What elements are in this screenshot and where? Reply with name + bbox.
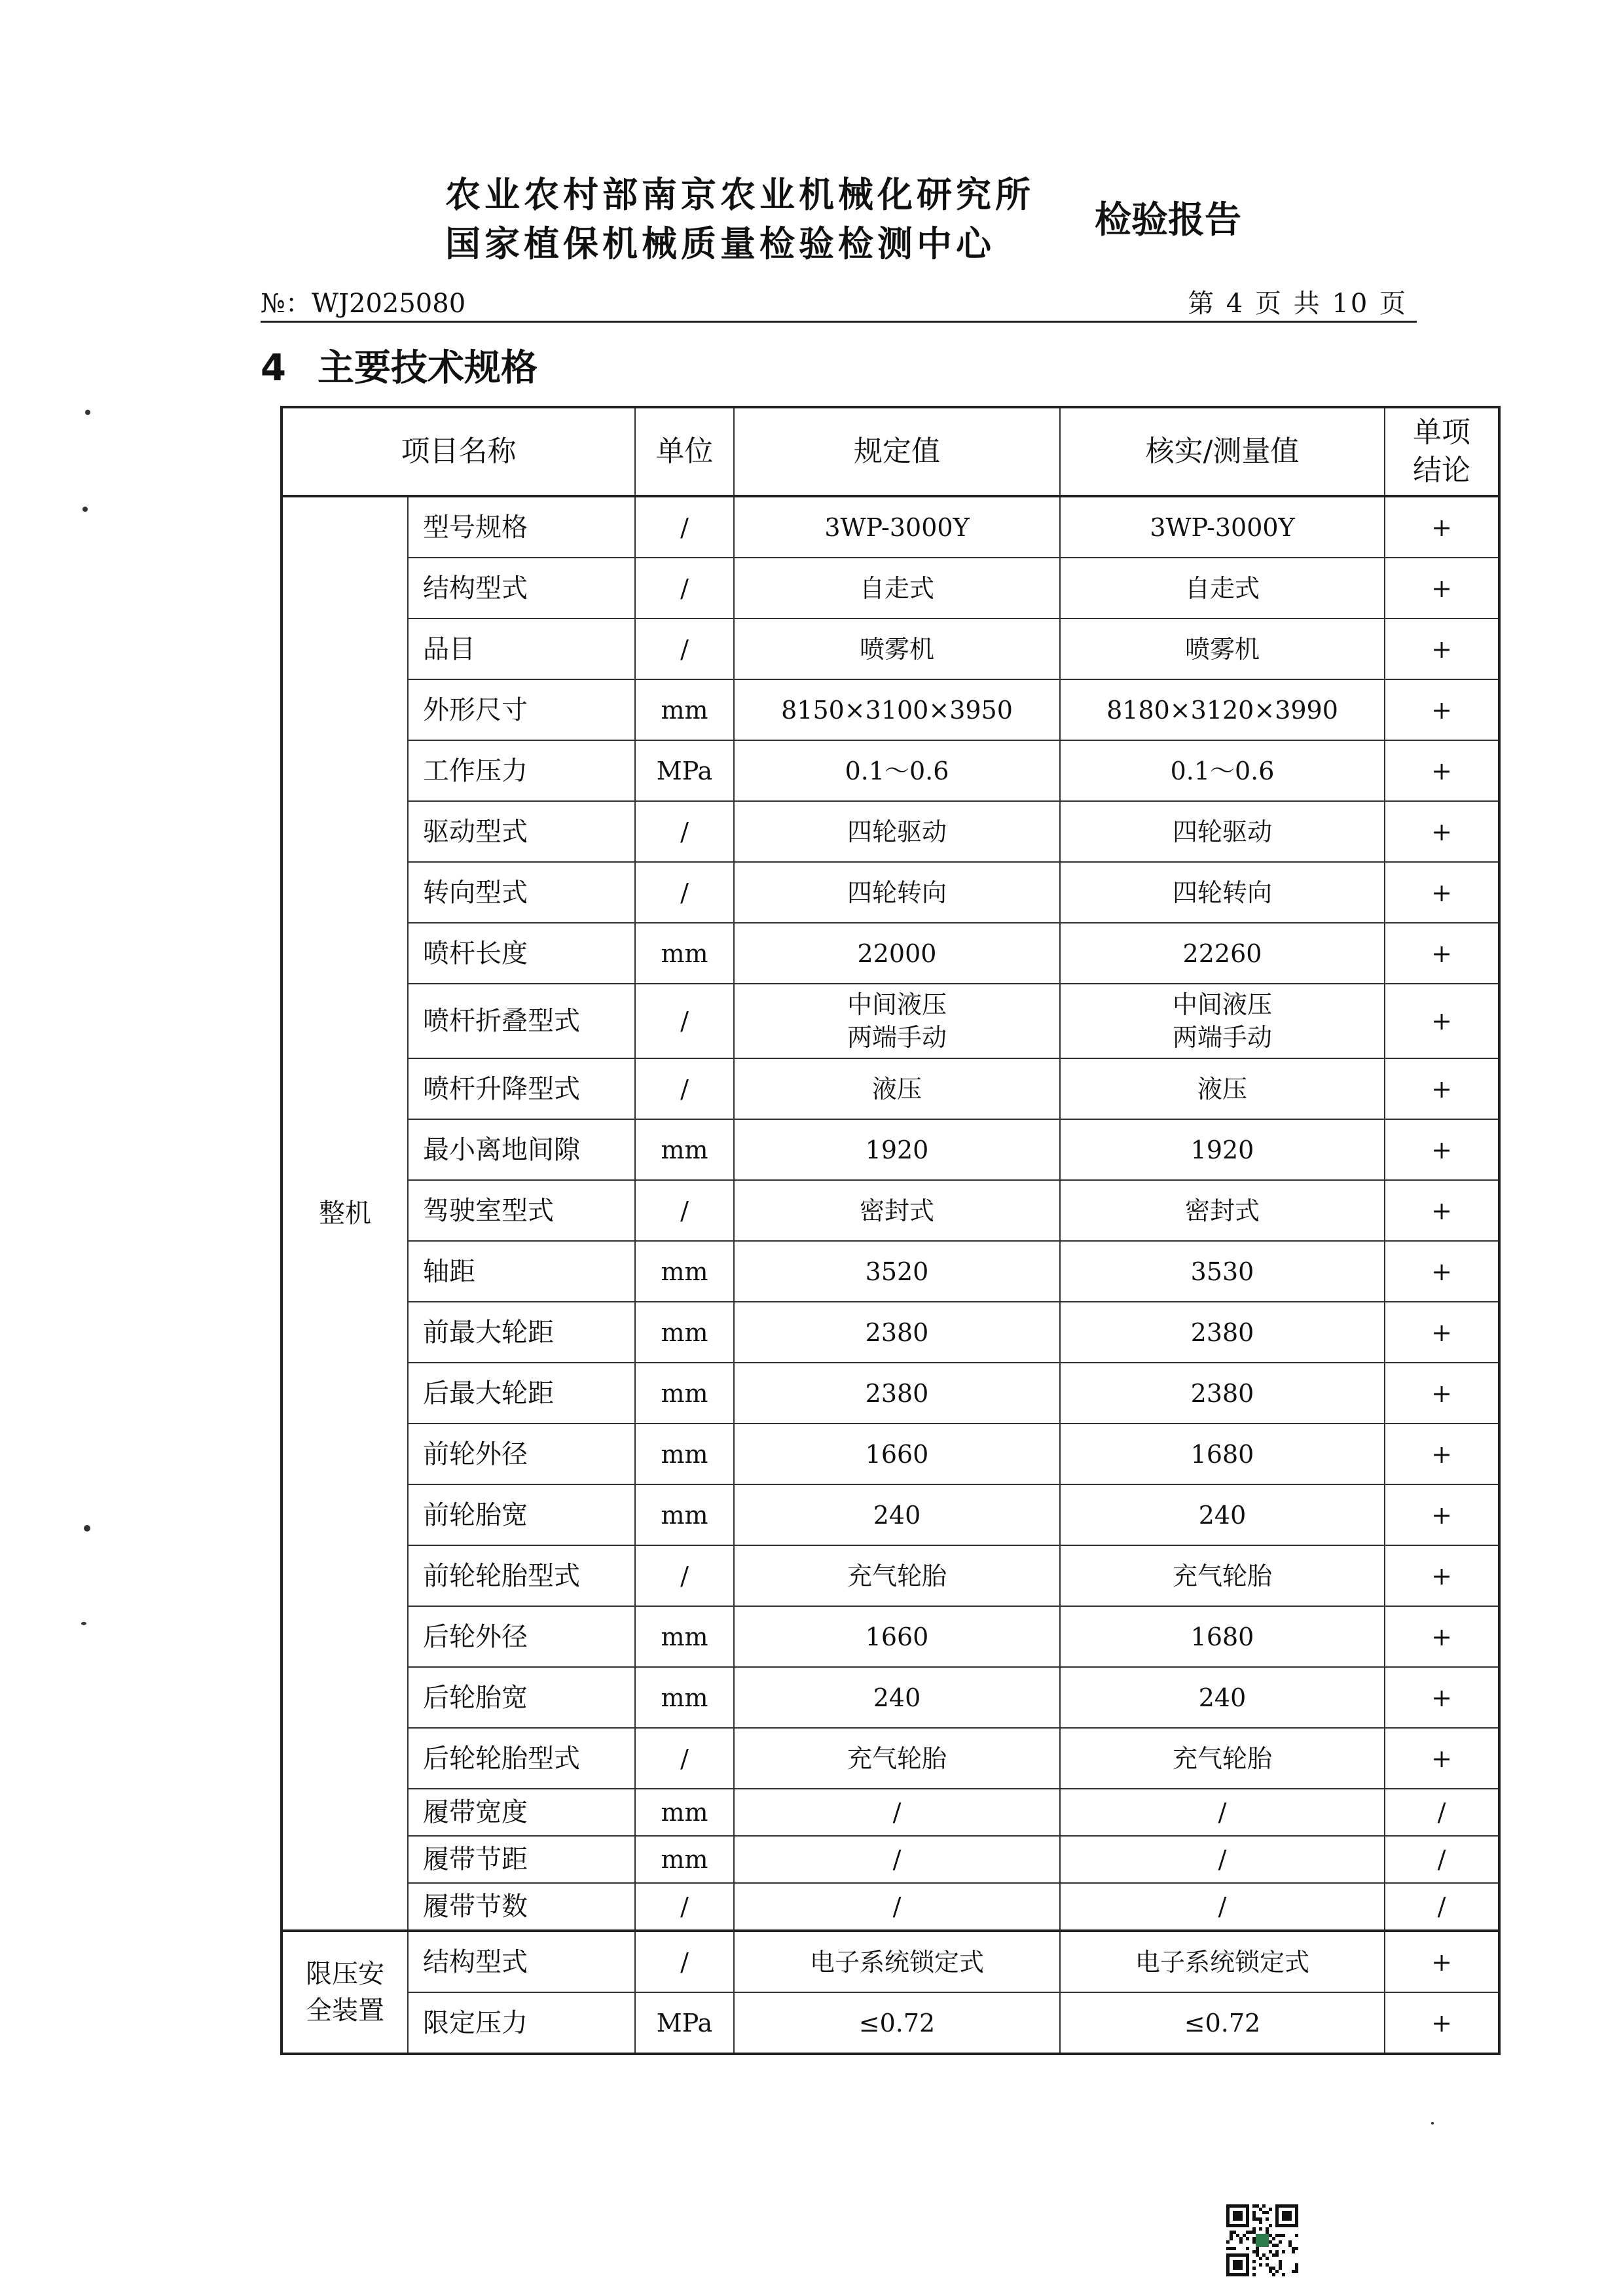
cell-measured: 电子系统锁定式 <box>1060 1931 1385 1992</box>
cell-spec: 自走式 <box>734 558 1060 619</box>
cell-unit: / <box>635 1058 734 1119</box>
cell-measured: 充气轮胎 <box>1060 1545 1385 1606</box>
table-row <box>282 1728 1499 1789</box>
cell-spec: 充气轮胎 <box>734 1545 1060 1606</box>
cell-unit: MPa <box>635 1992 734 2054</box>
table-row <box>282 619 1499 679</box>
cell-measured: 8180×3120×3990 <box>1060 679 1385 740</box>
cell-spec: 1660 <box>734 1606 1060 1667</box>
table-row <box>282 1302 1499 1363</box>
cell-spec: 22000 <box>734 923 1060 984</box>
report-number: №：WJ2025080 <box>261 289 466 319</box>
table-row <box>282 740 1499 801</box>
cell-result: + <box>1385 1667 1499 1728</box>
table-row <box>282 1883 1499 1931</box>
table-row <box>282 1363 1499 1424</box>
cell-spec: 8150×3100×3950 <box>734 679 1060 740</box>
cell-item-name: 喷杆升降型式 <box>408 1058 635 1119</box>
table-row <box>282 862 1499 923</box>
cell-unit: mm <box>635 679 734 740</box>
cell-item-name: 喷杆长度 <box>408 923 635 984</box>
cell-unit: mm <box>635 1484 734 1545</box>
cell-unit: mm <box>635 1119 734 1180</box>
cell-unit: / <box>635 801 734 862</box>
cell-spec: / <box>734 1789 1060 1836</box>
cell-measured: 1680 <box>1060 1424 1385 1484</box>
cell-item-name: 转向型式 <box>408 862 635 923</box>
cell-item-name: 后轮外径 <box>408 1606 635 1667</box>
cell-unit: / <box>635 862 734 923</box>
cell-spec: 240 <box>734 1484 1060 1545</box>
margin-dot <box>1431 2122 1434 2125</box>
margin-dot <box>82 507 88 512</box>
table-row <box>282 1119 1499 1180</box>
cell-spec: 2380 <box>734 1302 1060 1363</box>
cell-spec: 密封式 <box>734 1180 1060 1241</box>
org-name-line2: 国家植保机械质量检验检测中心 <box>445 223 995 264</box>
spec-table <box>280 406 1501 2055</box>
cell-measured: 3530 <box>1060 1241 1385 1302</box>
cell-item-name: 工作压力 <box>408 740 635 801</box>
cell-spec: 喷雾机 <box>734 619 1060 679</box>
page-info: 第 4 页 共 10 页 <box>1188 289 1408 319</box>
cell-result: + <box>1385 984 1499 1058</box>
cell-unit: mm <box>635 1241 734 1302</box>
cell-unit: / <box>635 984 734 1058</box>
cell-unit: mm <box>635 1424 734 1484</box>
cell-spec: 液压 <box>734 1058 1060 1119</box>
cell-result: + <box>1385 801 1499 862</box>
table-row <box>282 496 1499 558</box>
cell-measured: / <box>1060 1789 1385 1836</box>
table-row <box>282 679 1499 740</box>
cell-spec: 1920 <box>734 1119 1060 1180</box>
cell-result: + <box>1385 1931 1499 1992</box>
margin-dot <box>84 1525 90 1532</box>
table-row <box>282 1789 1499 1836</box>
cell-result: + <box>1385 1302 1499 1363</box>
cell-spec: 3520 <box>734 1241 1060 1302</box>
cell-spec: 2380 <box>734 1363 1060 1424</box>
table-row <box>282 1667 1499 1728</box>
cell-item-name: 品目 <box>408 619 635 679</box>
cell-result: + <box>1385 862 1499 923</box>
cell-spec: / <box>734 1836 1060 1883</box>
cell-unit: / <box>635 1931 734 1992</box>
table-row <box>282 1484 1499 1545</box>
header-spec: 规定值 <box>734 407 1060 496</box>
cell-result: + <box>1385 1424 1499 1484</box>
cell-result: + <box>1385 1363 1499 1424</box>
group-name-line2: 全装置 <box>306 1996 384 2026</box>
header-conclusion <box>1385 407 1499 496</box>
cell-unit: mm <box>635 1606 734 1667</box>
cell-measured: ≤0.72 <box>1060 1992 1385 2054</box>
table-row <box>282 1424 1499 1484</box>
cell-item-name: 驾驶室型式 <box>408 1180 635 1241</box>
cell-result: + <box>1385 1992 1499 2054</box>
cell-unit: MPa <box>635 740 734 801</box>
cell-unit: / <box>635 1180 734 1241</box>
table-row <box>282 984 1499 1058</box>
table-row <box>282 923 1499 984</box>
cell-item-name: 前轮轮胎型式 <box>408 1545 635 1606</box>
header-conclusion-line2: 结论 <box>1413 454 1470 487</box>
cell-result: + <box>1385 1728 1499 1789</box>
cell-unit: mm <box>635 1667 734 1728</box>
cell-result: + <box>1385 740 1499 801</box>
cell-measured-line2: 两端手动 <box>1172 1023 1272 1052</box>
table-body <box>282 496 1499 2054</box>
section-heading <box>261 339 538 391</box>
cell-item-name: 外形尺寸 <box>408 679 635 740</box>
cell-spec <box>734 984 1060 1058</box>
cell-measured: 22260 <box>1060 923 1385 984</box>
cell-unit: / <box>635 1545 734 1606</box>
header-conclusion-line1: 单项 <box>1413 416 1470 449</box>
cell-result: + <box>1385 1241 1499 1302</box>
cell-measured: 充气轮胎 <box>1060 1728 1385 1789</box>
table-row <box>282 801 1499 862</box>
cell-measured: 3WP-3000Y <box>1060 496 1385 558</box>
cell-measured: 1920 <box>1060 1119 1385 1180</box>
cell-spec-line2: 两端手动 <box>847 1023 947 1052</box>
cell-measured: 240 <box>1060 1484 1385 1545</box>
table-row <box>282 1058 1499 1119</box>
cell-spec: 240 <box>734 1667 1060 1728</box>
cell-item-name: 结构型式 <box>408 1931 635 1992</box>
cell-item-name: 后轮胎宽 <box>408 1667 635 1728</box>
cell-unit: / <box>635 496 734 558</box>
cell-item-name: 前轮外径 <box>408 1424 635 1484</box>
cell-unit: / <box>635 1728 734 1789</box>
cell-measured: 2380 <box>1060 1302 1385 1363</box>
cell-measured: 喷雾机 <box>1060 619 1385 679</box>
cell-item-name: 后最大轮距 <box>408 1363 635 1424</box>
cell-spec: 四轮驱动 <box>734 801 1060 862</box>
header-measured: 核实/测量值 <box>1060 407 1385 496</box>
cell-spec-line1: 中间液压 <box>847 990 947 1019</box>
margin-dot <box>85 410 90 415</box>
cell-measured: 四轮转向 <box>1060 862 1385 923</box>
cell-result: + <box>1385 1545 1499 1606</box>
cell-measured: 240 <box>1060 1667 1385 1728</box>
cell-measured <box>1060 984 1385 1058</box>
cell-unit: mm <box>635 1302 734 1363</box>
cell-measured: 1680 <box>1060 1606 1385 1667</box>
cell-result: + <box>1385 923 1499 984</box>
cell-result: + <box>1385 1119 1499 1180</box>
cell-measured: 2380 <box>1060 1363 1385 1424</box>
cell-unit: mm <box>635 1363 734 1424</box>
cell-spec: 四轮转向 <box>734 862 1060 923</box>
table-row <box>282 558 1499 619</box>
cell-result: + <box>1385 1484 1499 1545</box>
cell-item-name: 后轮轮胎型式 <box>408 1728 635 1789</box>
qr-code-icon <box>1226 2204 1298 2276</box>
cell-item-name: 限定压力 <box>408 1992 635 2054</box>
cell-unit: mm <box>635 1836 734 1883</box>
cell-item-name: 前最大轮距 <box>408 1302 635 1363</box>
cell-measured: 0.1～0.6 <box>1060 740 1385 801</box>
cell-result: + <box>1385 558 1499 619</box>
cell-item-name: 型号规格 <box>408 496 635 558</box>
cell-item-name: 履带宽度 <box>408 1789 635 1836</box>
margin-dot <box>81 1622 86 1625</box>
cell-measured-line1: 中间液压 <box>1172 990 1272 1019</box>
cell-item-name: 履带节数 <box>408 1883 635 1931</box>
section-title: 主要技术规格 <box>317 347 538 389</box>
cell-result: / <box>1385 1883 1499 1931</box>
cell-measured: / <box>1060 1883 1385 1931</box>
cell-item-name: 最小离地间隙 <box>408 1119 635 1180</box>
group-name <box>282 1931 408 2054</box>
cell-item-name: 喷杆折叠型式 <box>408 984 635 1058</box>
cell-spec: 3WP-3000Y <box>734 496 1060 558</box>
table-row <box>282 1545 1499 1606</box>
cell-spec: ≤0.72 <box>734 1992 1060 2054</box>
cell-item-name: 前轮胎宽 <box>408 1484 635 1545</box>
table-row <box>282 1836 1499 1883</box>
org-name-line1: 农业农村部南京农业机械化研究所 <box>445 174 1034 215</box>
cell-spec: / <box>734 1883 1060 1931</box>
table-row <box>282 1606 1499 1667</box>
cell-unit: mm <box>635 923 734 984</box>
cell-measured: 密封式 <box>1060 1180 1385 1241</box>
cell-result: + <box>1385 619 1499 679</box>
cell-spec: 0.1～0.6 <box>734 740 1060 801</box>
cell-result: / <box>1385 1789 1499 1836</box>
cell-result: + <box>1385 496 1499 558</box>
cell-spec: 电子系统锁定式 <box>734 1931 1060 1992</box>
table-row <box>282 1931 1499 1992</box>
cell-unit: / <box>635 1883 734 1931</box>
cell-measured: / <box>1060 1836 1385 1883</box>
cell-unit: / <box>635 619 734 679</box>
cell-result: + <box>1385 679 1499 740</box>
group-name-line1: 限压安 <box>306 1959 384 1989</box>
section-number: 4 <box>261 347 286 389</box>
cell-result: / <box>1385 1836 1499 1883</box>
cell-measured: 四轮驱动 <box>1060 801 1385 862</box>
cell-spec: 1660 <box>734 1424 1060 1484</box>
header-unit: 单位 <box>635 407 734 496</box>
cell-measured: 液压 <box>1060 1058 1385 1119</box>
group-name: 整机 <box>282 496 408 1931</box>
cell-result: + <box>1385 1180 1499 1241</box>
cell-spec: 充气轮胎 <box>734 1728 1060 1789</box>
cell-item-name: 驱动型式 <box>408 801 635 862</box>
cell-result: + <box>1385 1058 1499 1119</box>
table-header-row <box>282 407 1499 496</box>
cell-item-name: 结构型式 <box>408 558 635 619</box>
cell-result: + <box>1385 1606 1499 1667</box>
table-row <box>282 1992 1499 2054</box>
cell-unit: / <box>635 558 734 619</box>
cell-item-name: 轴距 <box>408 1241 635 1302</box>
cell-item-name: 履带节距 <box>408 1836 635 1883</box>
cell-unit: mm <box>635 1789 734 1836</box>
report-number-line <box>261 283 1417 323</box>
report-type-title: 检验报告 <box>1095 199 1241 242</box>
table-row <box>282 1180 1499 1241</box>
cell-measured: 自走式 <box>1060 558 1385 619</box>
table-row <box>282 1241 1499 1302</box>
header-item-name: 项目名称 <box>282 407 635 496</box>
